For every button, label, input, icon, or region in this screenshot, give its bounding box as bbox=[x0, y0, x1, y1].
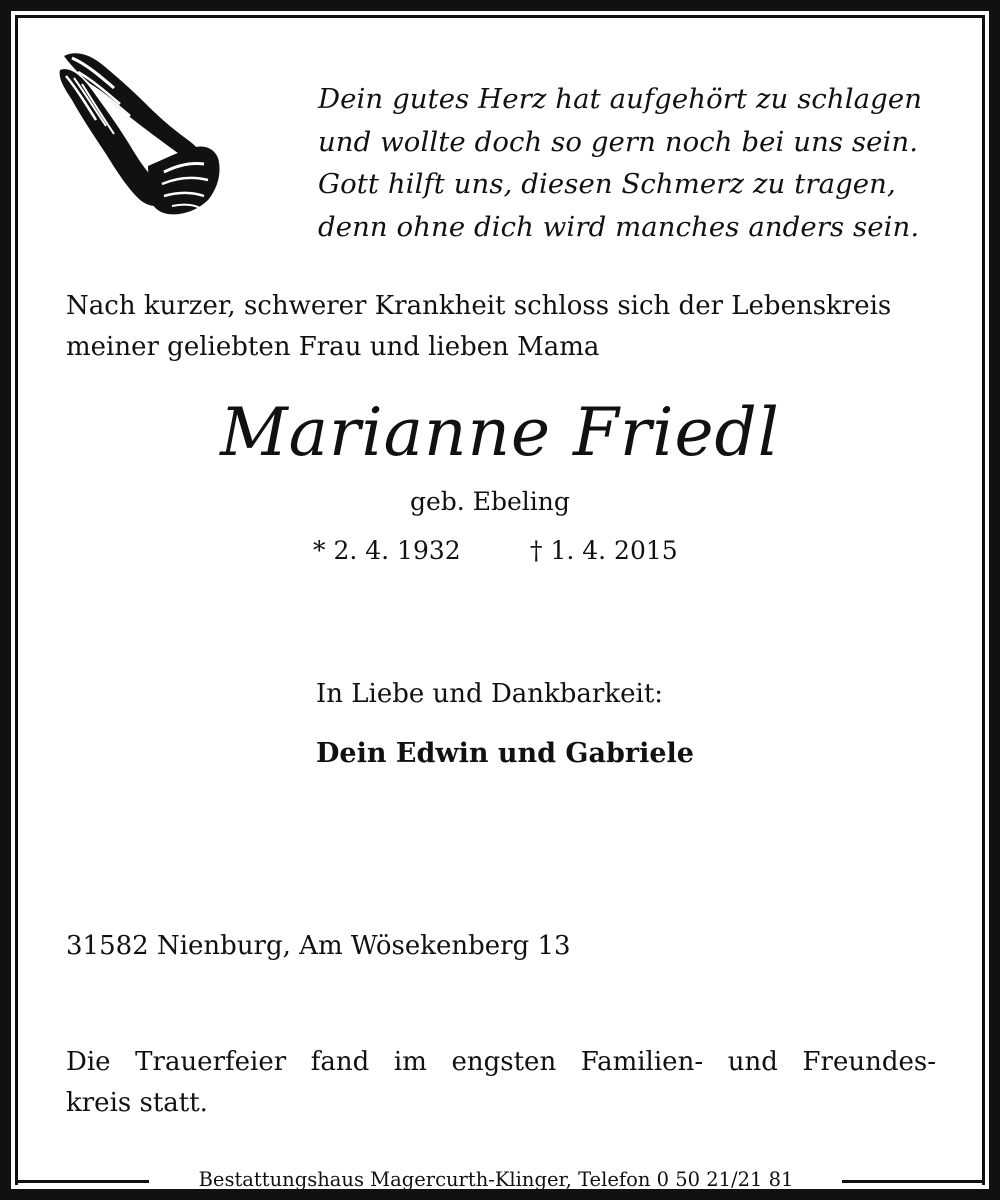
footer-rule-left bbox=[15, 1180, 149, 1183]
mourners-names: Dein Edwin und Gabriele bbox=[316, 738, 694, 769]
poem-line: und wollte doch so gern noch bei uns sein. bbox=[318, 125, 919, 158]
announcement-text bbox=[66, 286, 946, 368]
announcement-line: Nach kurzer, schwerer Krankheit schloss sich der Lebenskreis bbox=[66, 291, 892, 321]
memorial-poem bbox=[318, 78, 958, 248]
footer-rule-right bbox=[842, 1180, 985, 1183]
praying-hands-icon bbox=[52, 48, 224, 220]
gratitude-line: In Liebe und Dankbarkeit: bbox=[316, 679, 664, 709]
funeral-home-credit: Bestattungshaus Magercurth-Klinger, Telefon 0 50 21/21 81 bbox=[198, 1168, 794, 1191]
family-address: 31582 Nienburg, Am Wösekenberg 13 bbox=[66, 931, 571, 961]
poem-line: denn ohne dich wird manches anders sein. bbox=[318, 210, 920, 243]
deceased-name: Marianne Friedl bbox=[220, 394, 780, 471]
funeral-notice-line: Die Trauerfeier fand im engsten Familien- und Freundes- bbox=[66, 1047, 936, 1077]
announcement-line: meiner geliebten Frau und lieben Mama bbox=[66, 332, 600, 362]
maiden-name: geb. Ebeling bbox=[410, 487, 570, 516]
death-date: † 1. 4. 2015 bbox=[530, 536, 678, 565]
poem-line: Gott hilft uns, diesen Schmerz zu tragen, bbox=[318, 168, 896, 200]
poem-line: Dein gutes Herz hat aufgehört zu schlagen bbox=[318, 83, 923, 115]
birth-date: * 2. 4. 1932 bbox=[313, 536, 461, 565]
funeral-notice-line: kreis statt. bbox=[66, 1088, 208, 1118]
funeral-notice bbox=[66, 1042, 936, 1124]
